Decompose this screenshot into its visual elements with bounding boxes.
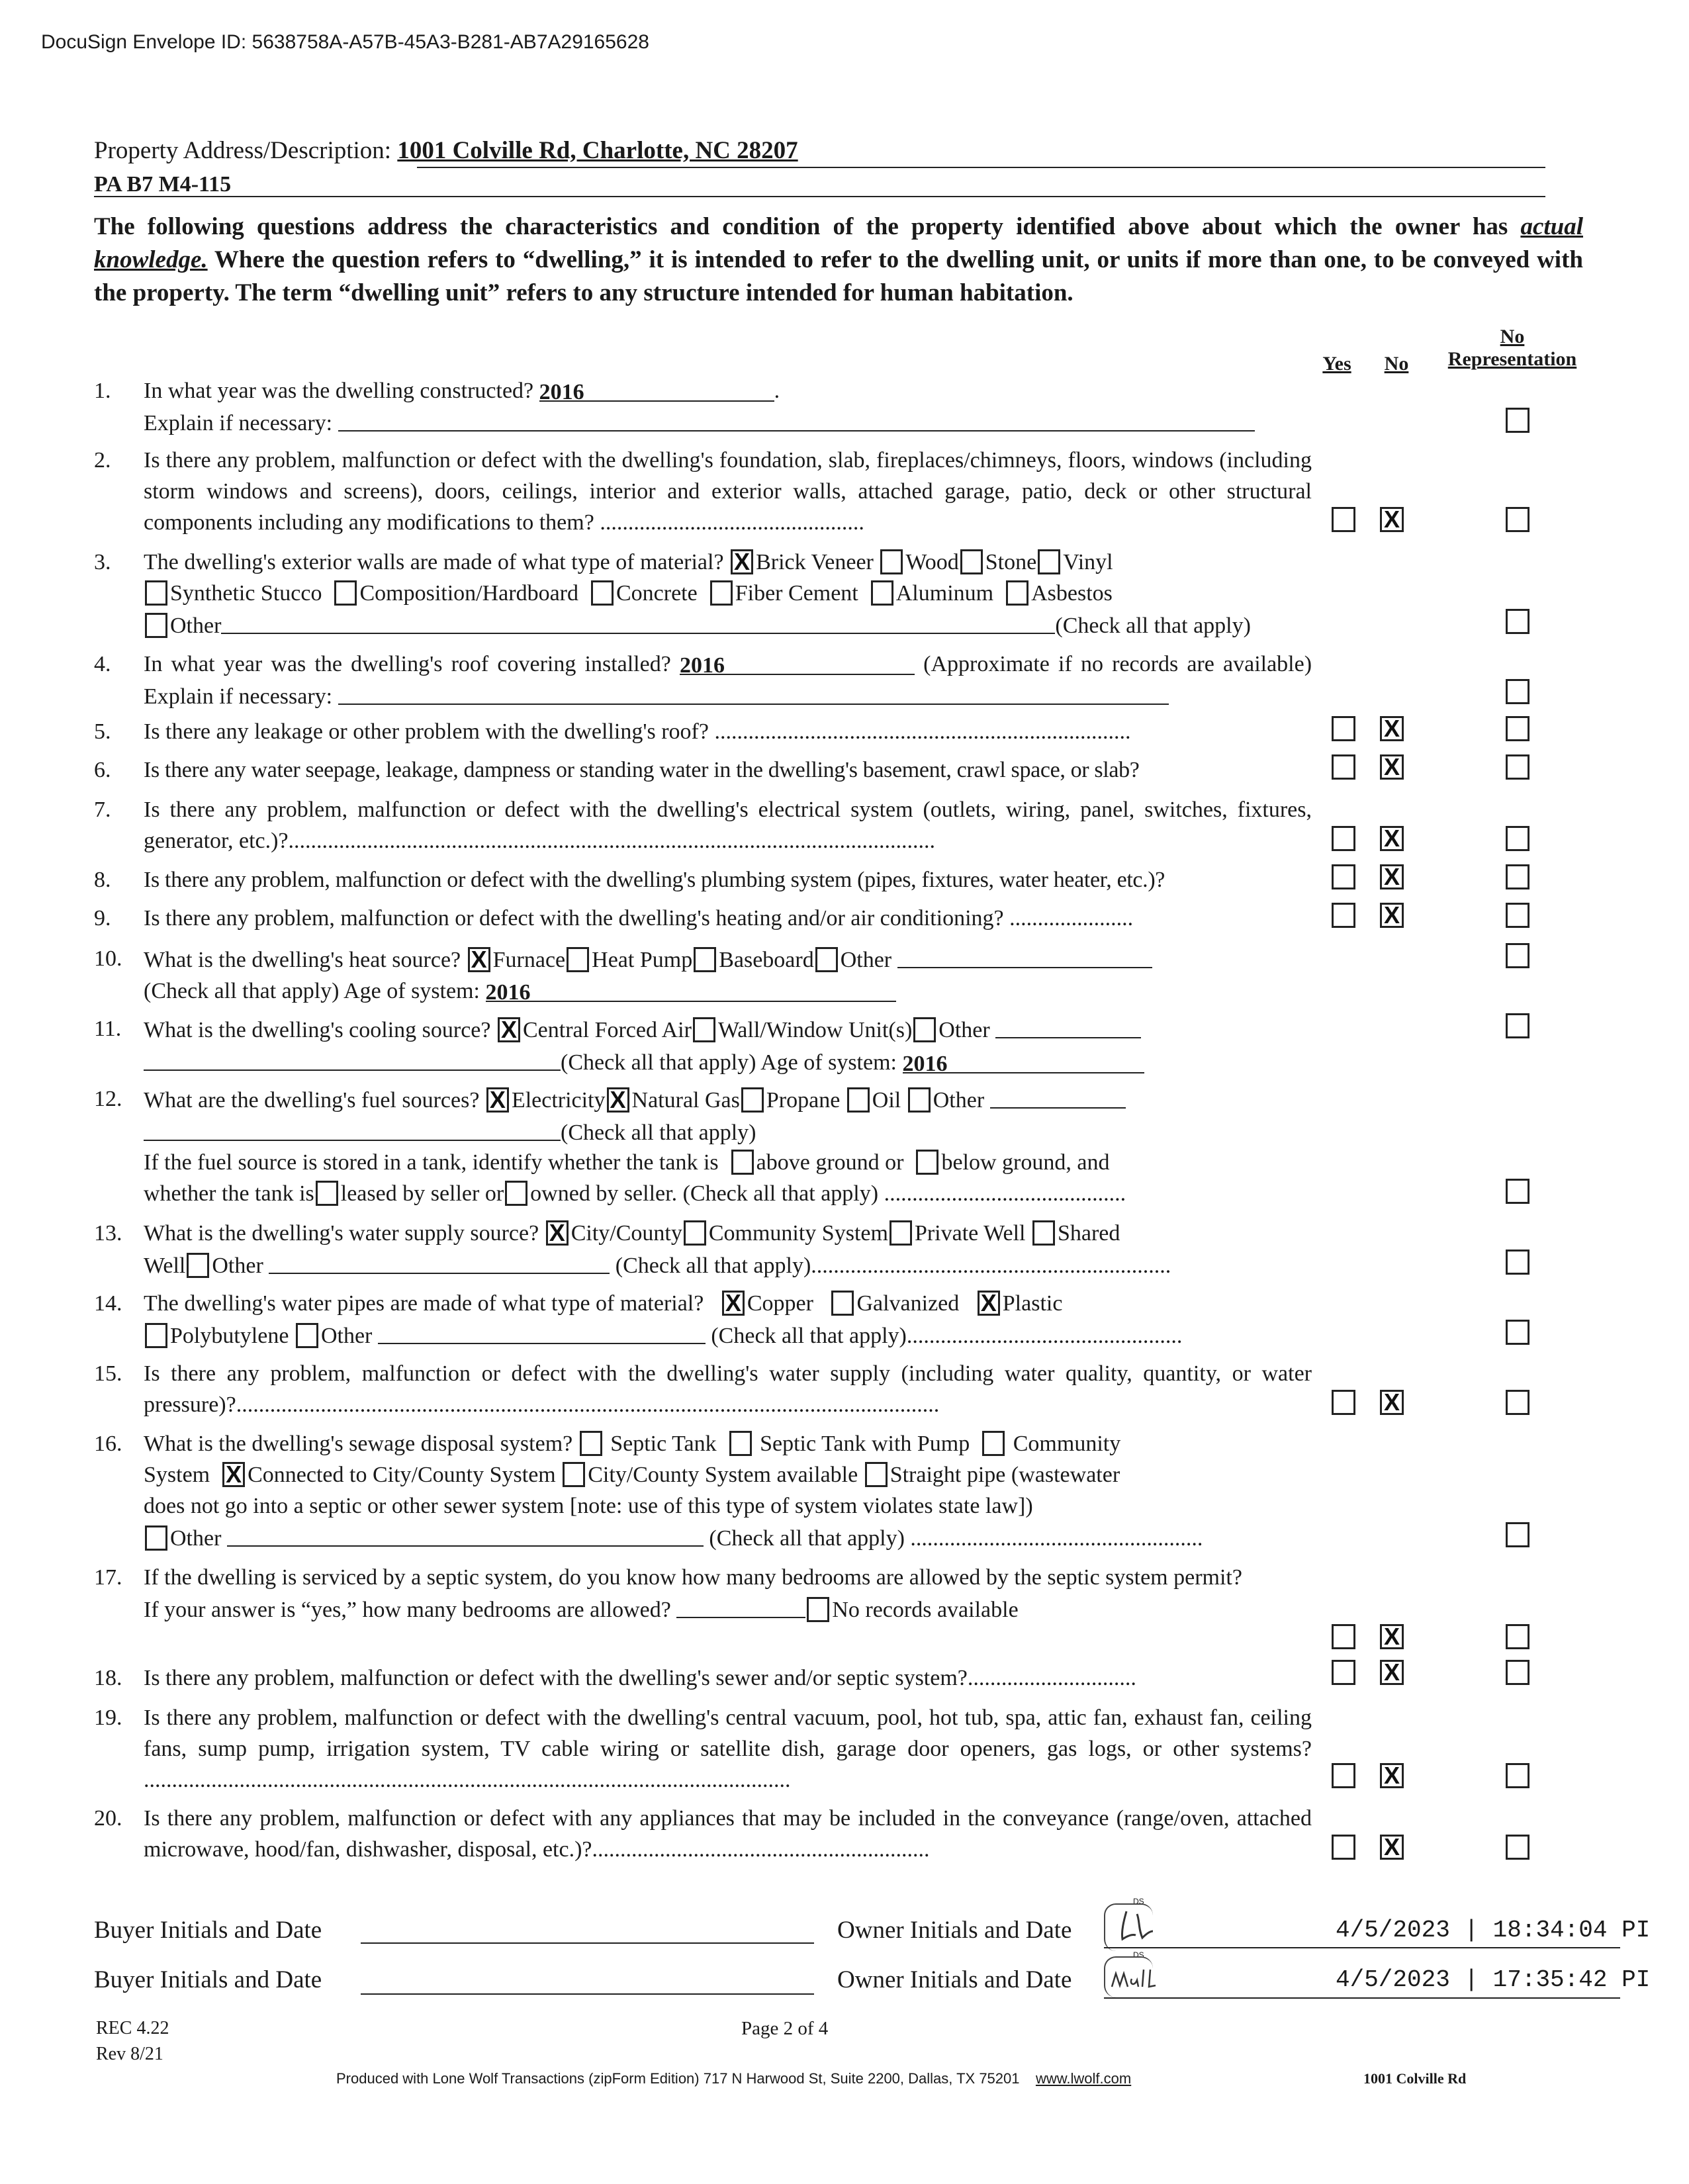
- q15-norep-checkbox[interactable]: [1506, 1390, 1529, 1415]
- property-address: 1001 Colville Rd, Charlotte, NC 28207: [397, 137, 798, 164]
- q16-septic-pump-checkbox[interactable]: [729, 1431, 752, 1456]
- owner-initials-label-2: Owner Initials and Date: [837, 1966, 1072, 1993]
- q16-community-checkbox[interactable]: [982, 1431, 1005, 1456]
- q10-other-checkbox[interactable]: [815, 947, 838, 972]
- owner-initials-label-1: Owner Initials and Date: [837, 1917, 1072, 1944]
- q11-central-air-checkbox[interactable]: [498, 1017, 520, 1042]
- q10-number: 10.: [94, 946, 122, 971]
- q20-text: Is there any problem, malfunction or defect with any appliances that may be included in the conveyance (range/oven, attached microwave, hood/fan, dishwasher, disposal, etc.)?............................................................: [144, 1806, 1312, 1862]
- ds-tag-2: DS: [1133, 1950, 1144, 1960]
- header-no-representation: No Representation: [1447, 326, 1577, 370]
- q19-number: 19.: [94, 1706, 122, 1730]
- q13-community-checkbox[interactable]: [684, 1220, 706, 1246]
- q5-no-checkbox[interactable]: [1380, 716, 1404, 741]
- q14-other-checkbox[interactable]: [296, 1323, 318, 1348]
- q3-text: The dwelling's exterior walls are made of what type of material? X Brick Veneer Wood Stone Vinyl Synthetic Stucco Composition/Hardboard Concrete Fiber Cement Aluminum Asbestos Other (Check all that apply): [144, 547, 1312, 641]
- q6-text: Is there any water seepage, leakage, dampness or standing water in the dwelling's basement, crawl space, or slab?: [144, 758, 1140, 782]
- q9-yes-checkbox[interactable]: [1332, 903, 1355, 928]
- q13-norep-checkbox[interactable]: [1506, 1250, 1529, 1275]
- q10-age: 2016: [485, 980, 531, 1005]
- q7-number: 7.: [94, 797, 111, 822]
- q4-norep-checkbox[interactable]: [1506, 679, 1529, 704]
- q8-text: Is there any problem, malfunction or defect with the dwelling's plumbing system (pipes, fixtures, water heater, etc.)?: [144, 868, 1165, 892]
- q16-septic-checkbox[interactable]: [580, 1431, 602, 1456]
- q13-number: 13.: [94, 1221, 122, 1246]
- q7-no-checkbox[interactable]: [1380, 826, 1404, 851]
- buyer-initials-label-1: Buyer Initials and Date: [94, 1917, 322, 1944]
- q15-number: 15.: [94, 1361, 122, 1386]
- q19-no-checkbox[interactable]: [1380, 1763, 1404, 1788]
- q11-other-checkbox[interactable]: [913, 1017, 936, 1042]
- q18-text: Is there any problem, malfunction or defect with the dwelling's sewer and/or septic system?..............................: [144, 1666, 1136, 1690]
- q16-norep-checkbox[interactable]: [1506, 1522, 1529, 1547]
- q18-norep-checkbox[interactable]: [1506, 1660, 1529, 1685]
- q11-window-unit-checkbox[interactable]: [693, 1017, 715, 1042]
- owner-date-1: 4/5/2023 | 18:34:04 PI: [1336, 1917, 1651, 1944]
- q11-text: What is the dwelling's cooling source? X Central Forced Air Wall/Window Unit(s) Other (Check all that apply) Age of system: 2016: [144, 1013, 1312, 1078]
- q13-private-well-checkbox[interactable]: [890, 1220, 912, 1246]
- q14-polybutylene-checkbox[interactable]: [145, 1323, 167, 1348]
- q12-other-checkbox[interactable]: [908, 1087, 931, 1113]
- q4-number: 4.: [94, 652, 111, 676]
- q3-stone-checkbox[interactable]: [960, 549, 983, 574]
- q12-oil-checkbox[interactable]: [847, 1087, 870, 1113]
- q11-norep-checkbox[interactable]: [1506, 1013, 1529, 1038]
- q12-natural-gas-checkbox[interactable]: [607, 1087, 629, 1113]
- q13-shared-checkbox[interactable]: [1032, 1220, 1055, 1246]
- q13-city-county-checkbox[interactable]: [546, 1220, 569, 1246]
- q10-norep-checkbox[interactable]: [1506, 943, 1529, 968]
- q17-norep-checkbox[interactable]: [1506, 1624, 1529, 1649]
- q1-text: In what year was the dwelling constructed? 2016 . Explain if necessary:: [144, 375, 1312, 439]
- q12-leased-checkbox[interactable]: [316, 1181, 338, 1206]
- envelope-id: DocuSign Envelope ID: 5638758A-A57B-45A3-B281-AB7A29165628: [41, 31, 649, 53]
- q18-number: 18.: [94, 1666, 122, 1690]
- q17-yes-checkbox[interactable]: [1332, 1624, 1355, 1649]
- q5-text: Is there any leakage or other problem with the dwelling's roof? ..........................................................................: [144, 719, 1131, 744]
- q15-no-checkbox[interactable]: [1380, 1390, 1404, 1415]
- header-yes: Yes: [1322, 353, 1351, 375]
- property-parcel: PA B7 M4-115: [94, 172, 232, 197]
- q7-norep-checkbox[interactable]: [1506, 826, 1529, 851]
- q2-no-checkbox[interactable]: [1380, 507, 1404, 532]
- q14-number: 14.: [94, 1291, 122, 1316]
- q6-norep-checkbox[interactable]: [1506, 754, 1529, 780]
- intro-paragraph: The following questions address the characteristics and condition of the property identified above about which the owner has actual knowledge. Where the question refers to “dwelling,” it is intended to refer to the dwelling unit, or units if more than one, to be conveyed with the property. The term “dwelling unit” refers to any structure intended for human habitation.: [94, 213, 1583, 306]
- q4-answer: 2016: [680, 653, 725, 678]
- owner-date-2: 4/5/2023 | 17:35:42 PI: [1336, 1966, 1651, 1993]
- q16-available-checkbox[interactable]: [563, 1462, 585, 1487]
- q2-number: 2.: [94, 448, 111, 473]
- q17-no-checkbox[interactable]: [1380, 1624, 1404, 1649]
- owner-signature-2-icon: [1109, 1967, 1169, 1993]
- q14-plastic-checkbox[interactable]: [978, 1291, 1000, 1316]
- q3-brick-checkbox[interactable]: [731, 549, 753, 574]
- q11-number: 11.: [94, 1017, 122, 1041]
- buyer-initials-label-2: Buyer Initials and Date: [94, 1966, 322, 1993]
- q2-yes-checkbox[interactable]: [1332, 507, 1355, 532]
- q12-electricity-checkbox[interactable]: [486, 1087, 509, 1113]
- q20-number: 20.: [94, 1806, 122, 1831]
- q3-aluminum-checkbox[interactable]: [871, 580, 893, 606]
- q12-owned-checkbox[interactable]: [505, 1181, 527, 1206]
- q10-text: What is the dwelling's heat source? X Furnace Heat Pump Baseboard Other (Check all that apply) Age of system: 2016: [144, 943, 1312, 1007]
- q16-other-checkbox[interactable]: [145, 1525, 167, 1551]
- q20-no-checkbox[interactable]: [1380, 1835, 1404, 1860]
- q3-number: 3.: [94, 550, 111, 574]
- owner-initials-field-1[interactable]: [1104, 1947, 1620, 1948]
- q19-text: Is there any problem, malfunction or defect with the dwelling's central vacuum, pool, hot tub, spa, attic fan, exhaust fan, ceiling fans, sump pump, irrigation system, TV cable wiring or satellite dish, garage door openers, gas logs, or other systems? ...................................................................................................................: [144, 1706, 1312, 1792]
- q10-furnace-checkbox[interactable]: [468, 947, 490, 972]
- q3-other-checkbox[interactable]: [145, 613, 167, 638]
- q8-yes-checkbox[interactable]: [1332, 864, 1355, 889]
- q17-number: 17.: [94, 1565, 122, 1590]
- q14-text: The dwelling's water pipes are made of what type of material? X Copper Galvanized X Plastic Polybutylene Other (Check all that apply).................................................: [144, 1288, 1312, 1351]
- q19-yes-checkbox[interactable]: [1332, 1763, 1355, 1788]
- intro-emphasis: actual knowledge.: [94, 213, 1583, 273]
- footer-property-ref: 1001 Colville Rd: [1363, 2070, 1467, 2087]
- q3-concrete-checkbox[interactable]: [591, 580, 614, 606]
- q6-number: 6.: [94, 758, 111, 782]
- owner-signature-1-icon: [1112, 1907, 1158, 1947]
- q12-tank-text: If the fuel source is stored in a tank, identify whether the tank is above ground or below ground, and whether the tank is leased by seller or owned by seller. (Check all that apply) ...........................................: [144, 1150, 1126, 1206]
- q16-text: What is the dwelling's sewage disposal system? Septic Tank Septic Tank with Pump Community System X Connected to City/County System City/County System available Straight pipe (wastewater does not go into a septic or other sewer system [note: use of this type of system violates state law]) Other (Check all that apply) ....................................................: [144, 1428, 1312, 1554]
- form-revision: Rev 8/21: [96, 2044, 163, 2064]
- q9-no-checkbox[interactable]: [1380, 903, 1404, 928]
- q9-text: Is there any problem, malfunction or defect with the dwelling's heating and/or air conditioning? ......................: [144, 906, 1134, 931]
- q14-galvanized-checkbox[interactable]: [831, 1291, 854, 1316]
- property-label: Property Address/Description:: [94, 137, 392, 164]
- q3-norep-checkbox[interactable]: [1506, 609, 1529, 634]
- q13-text: What is the dwelling's water supply source? X City/County Community System Private Well Shared Well Other (Check all that apply)................................................................: [144, 1218, 1312, 1281]
- q16-number: 16.: [94, 1432, 122, 1456]
- q16-city-county-checkbox[interactable]: [222, 1462, 245, 1487]
- q8-no-checkbox[interactable]: [1380, 864, 1404, 889]
- q3-vinyl-checkbox[interactable]: [1038, 549, 1060, 574]
- produced-by: Produced with Lone Wolf Transactions (zipForm Edition) 717 N Harwood St, Suite 2200, Dallas, TX 75201 www.lwolf.com: [336, 2070, 1132, 2087]
- q12-number: 12.: [94, 1087, 122, 1111]
- q12-above-ground-checkbox[interactable]: [731, 1150, 754, 1175]
- q3-asbestos-checkbox[interactable]: [1006, 580, 1028, 606]
- q12-below-ground-checkbox[interactable]: [916, 1150, 938, 1175]
- buyer-initials-field-1[interactable]: [361, 1942, 814, 1944]
- q11-age: 2016: [902, 1052, 948, 1076]
- q1-answer: 2016: [539, 380, 584, 404]
- q14-copper-checkbox[interactable]: [722, 1291, 745, 1316]
- q14-norep-checkbox[interactable]: [1506, 1320, 1529, 1345]
- q10-heat-pump-checkbox[interactable]: [567, 947, 589, 972]
- q6-no-checkbox[interactable]: [1380, 754, 1404, 780]
- q20-norep-checkbox[interactable]: [1506, 1835, 1529, 1860]
- q2-text: Is there any problem, malfunction or defect with the dwelling's foundation, slab, fireplaces/chimneys, floors, windows (including storm windows and screens), doors, ceilings, interior and exterior walls, attached garage, patio, deck or other structural components including any modifications to them? ...............................................: [144, 448, 1312, 535]
- q3-hardboard-checkbox[interactable]: [334, 580, 357, 606]
- q13-other-checkbox[interactable]: [187, 1253, 209, 1278]
- q17-no-records-checkbox[interactable]: [807, 1597, 829, 1622]
- q15-text: Is there any problem, malfunction or defect with the dwelling's water supply (including water quality, quantity, or water pressure)?.............................................................................................................................: [144, 1361, 1312, 1417]
- q20-yes-checkbox[interactable]: [1332, 1835, 1355, 1860]
- ds-tag-1: DS: [1133, 1897, 1144, 1906]
- parcel-underline: [94, 196, 1545, 197]
- q5-norep-checkbox[interactable]: [1506, 716, 1529, 741]
- q4-text: In what year was the dwelling's roof covering installed? 2016 (Approximate if no records are available) Explain if necessary:: [144, 649, 1312, 712]
- q9-number: 9.: [94, 906, 111, 931]
- q3-wood-checkbox[interactable]: [880, 549, 903, 574]
- q17-text: If the dwelling is serviced by a septic system, do you know how many bedrooms are allowed by the septic system permit? If your answer is “yes,” how many bedrooms are allowed? No records available: [144, 1565, 1242, 1622]
- lwolf-link[interactable]: www.lwolf.com: [1035, 2070, 1132, 2087]
- q8-number: 8.: [94, 868, 111, 892]
- buyer-initials-field-2[interactable]: [361, 1993, 814, 1995]
- q5-yes-checkbox[interactable]: [1332, 716, 1355, 741]
- q8-norep-checkbox[interactable]: [1506, 864, 1529, 889]
- q1-number: 1.: [94, 379, 111, 403]
- q12-text: What are the dwelling's fuel sources? X ElectricityX Natural Gas Propane Oil Other (Check all that apply): [144, 1083, 1312, 1148]
- property-underline: [417, 167, 1545, 168]
- q9-norep-checkbox[interactable]: [1506, 903, 1529, 928]
- q3-fiber-cement-checkbox[interactable]: [710, 580, 733, 606]
- q18-yes-checkbox[interactable]: [1332, 1660, 1355, 1685]
- q1-norep-checkbox[interactable]: [1506, 408, 1529, 433]
- q3-stucco-checkbox[interactable]: [145, 580, 167, 606]
- q6-yes-checkbox[interactable]: [1332, 754, 1355, 780]
- q16-straight-pipe-checkbox[interactable]: [865, 1462, 888, 1487]
- property-line: [94, 135, 798, 166]
- q19-norep-checkbox[interactable]: [1506, 1763, 1529, 1788]
- q7-yes-checkbox[interactable]: [1332, 826, 1355, 851]
- form-number: REC 4.22: [96, 2018, 169, 2038]
- q18-no-checkbox[interactable]: [1380, 1660, 1404, 1685]
- q12-propane-checkbox[interactable]: [741, 1087, 764, 1113]
- owner-initials-field-2[interactable]: [1104, 1997, 1620, 1999]
- q2-norep-checkbox[interactable]: [1506, 507, 1529, 532]
- page-number: Page 2 of 4: [741, 2018, 829, 2039]
- q7-text: Is there any problem, malfunction or defect with the dwelling's electrical system (outlets, wiring, panel, switches, fixtures, generator, etc.)?...................................................................................................................: [144, 797, 1312, 853]
- q15-yes-checkbox[interactable]: [1332, 1390, 1355, 1415]
- q10-baseboard-checkbox[interactable]: [694, 947, 716, 972]
- q12-norep-checkbox[interactable]: [1506, 1179, 1529, 1204]
- q5-number: 5.: [94, 719, 111, 744]
- header-no: No: [1384, 353, 1409, 375]
